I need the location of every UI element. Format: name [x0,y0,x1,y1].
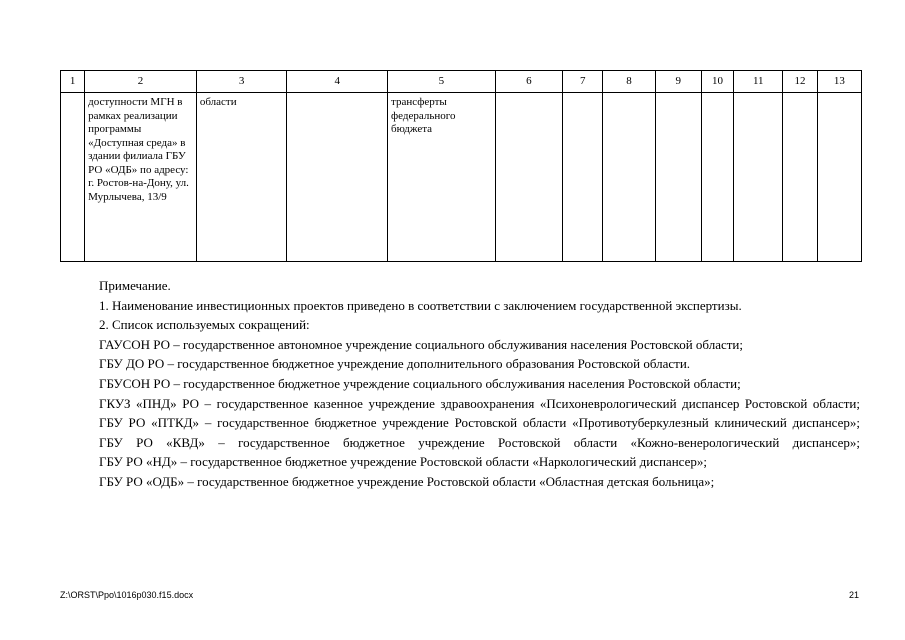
file-path: Z:\ORST\Ppo\1016p030.f15.docx [60,590,194,600]
column-number: 9 [655,71,701,93]
abbreviation-item: ГБУ ДО РО – государственное бюджетное учреждение дополнительного образования Ростовской области. [99,356,691,372]
column-number: 13 [817,71,861,93]
abbreviation-item: ГАУСОН РО – государственное автономное учреждение социального обслуживания населения Ростовской области; [99,336,743,352]
table-cell [817,93,861,262]
abbreviation-item: ГКУЗ «ПНД» РО – государственное казенное учреждение здравоохранения «Психоневрологический диспансер Ростовской области; [99,395,860,411]
column-number: 1 [61,71,85,93]
table-cell [655,93,701,262]
table-cell [734,93,783,262]
abbreviation-item: ГБУ РО «ПТКД» – государственное бюджетное учреждение Ростовской области «Противотуберкулезный клинический диспансер»; [99,415,860,431]
notes-heading: Примечание. [99,278,171,293]
funding-source-cell: трансферты федерального бюджета [388,93,496,262]
abbreviation-item: ГБУ РО «КВД» – государственное бюджетное учреждение Ростовской области «Кожно-венерологический диспансер»; [99,434,860,450]
table-cell [603,93,655,262]
investment-table [60,70,862,262]
table-cell [287,93,388,262]
table-cell [563,93,603,262]
table-cell [61,93,85,262]
column-number: 8 [603,71,655,93]
table-row [61,93,862,262]
table-cell [701,93,733,262]
column-number: 7 [563,71,603,93]
table-cell: области [196,93,287,262]
column-number: 6 [495,71,562,93]
table-cell [495,93,562,262]
table-cell [783,93,817,262]
page-number: 21 [848,590,859,600]
column-number: 5 [388,71,496,93]
column-number: 4 [287,71,388,93]
column-number: 12 [783,71,817,93]
table-header-row [61,71,862,93]
column-number: 11 [734,71,783,93]
column-number: 2 [85,71,197,93]
note-item: 2. Список используемых сокращений: [99,317,310,333]
column-number: 3 [196,71,287,93]
project-name-cell: доступности МГН в рамках реализации программы «Доступная среда» в здании филиала ГБУ РО «ОДБ» по адресу: г. Ростов-на-Дону, ул. Мурлычева, 13/9 [85,93,197,262]
note-item: 1. Наименование инвестиционных проектов приведено в соответствии с заключением государственной экспертизы. [99,297,742,313]
notes-section [60,276,860,492]
column-number: 10 [701,71,733,93]
abbreviation-item: ГБУСОН РО – государственное бюджетное учреждение социального обслуживания населения Ростовской области; [99,375,741,391]
abbreviation-item: ГБУ РО «НД» – государственное бюджетное учреждение Ростовской области «Наркологический диспансер»; [99,454,707,470]
abbreviation-item: ГБУ РО «ОДБ» – государственное бюджетное учреждение Ростовской области «Областная детская больница»; [99,473,715,489]
